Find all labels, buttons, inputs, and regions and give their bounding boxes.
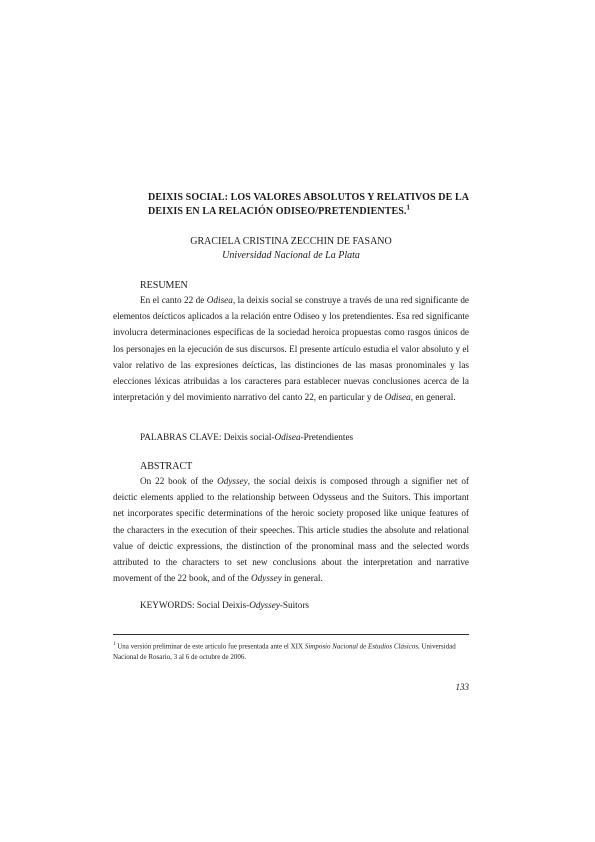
footnote-text-end: , Universidad Nacional de Rosario, 3 al 6 de octubre de 2006. <box>113 642 456 662</box>
resumen-title-emphasis-2: Odisea <box>384 392 411 403</box>
palabras-clave-pre: Deixis social- <box>223 432 275 442</box>
title-footnote-mark: 1 <box>406 203 411 212</box>
footnote-mark: 1 <box>113 642 116 647</box>
footnote-text-start: Una versión preliminar de este artículo fue presentada ante el XIX <box>115 642 305 651</box>
keywords-label: KEYWORDS: <box>140 600 197 610</box>
keywords-line <box>140 600 309 610</box>
abstract-text-start: On 22 book of the <box>140 476 218 486</box>
author-name: GRACIELA CRISTINA ZECCHIN DE FASANO <box>190 236 392 247</box>
keywords-emphasis: Odyssey <box>249 600 280 610</box>
palabras-clave-emphasis: Odisea <box>274 432 301 442</box>
resumen-text-start: En el canto 22 de <box>140 295 207 305</box>
abstract-text-body: , the social deixis is composed through a signifier net of deictic elements applied to the relationship between Odysseus and the Suitors. This important net incorporates specific determinations of the heroic society proposed like unique features of the characters in the execution of their speeches. This article studies the absolute and relational value of deictic expressions, the distinction of the pronominal mass and the selected words attributed to the characters to set new conclusions about the interpretation and narrative movement of the 22 book, and of the <box>113 476 469 584</box>
article-title-line-2 <box>148 205 478 219</box>
resumen-title-emphasis-1: Odisea <box>206 295 233 305</box>
palabras-clave-label: PALABRAS CLAVE: <box>140 432 224 442</box>
footnote-separator <box>113 634 469 635</box>
palabras-clave-line <box>140 432 353 442</box>
palabras-clave-post: -Pretendientes <box>300 432 354 442</box>
page-number: 133 <box>455 682 469 692</box>
author-institution: Universidad Nacional de La Plata <box>222 250 360 261</box>
abstract-text-end: in general. <box>281 573 323 584</box>
keywords-post: -Suitors <box>279 600 309 610</box>
resumen-paragraph <box>113 292 469 405</box>
abstract-title-emphasis-2: Odyssey <box>251 573 282 584</box>
article-title-line-2-text: DEIXIS EN LA RELACIÓN ODISEO/PRETENDIENTES. <box>148 206 407 217</box>
footnote-emphasis: Simposio Nacional de Estudios Clásicos <box>304 642 418 651</box>
abstract-paragraph <box>113 473 469 586</box>
keywords-pre: Social Deixis- <box>196 600 250 610</box>
resumen-heading: RESUMEN <box>140 280 188 291</box>
resumen-text-end: , en general. <box>410 392 456 403</box>
article-title-line-1: DEIXIS SOCIAL: LOS VALORES ABSOLUTOS Y RELATIVOS DE LA <box>148 192 470 203</box>
article-title <box>148 191 478 219</box>
abstract-heading: ABSTRACT <box>140 461 193 472</box>
resumen-text-body: , la deixis social se construye a través de una red significante de elementos deícticos aplicados a la relación entre Odiseo y los pretendientes. Esa red significante involucra determinaciones específicas de la sociedad heroica propuestas como rasgos únicos de los personajes en la ejecución de sus discursos. El presente artículo estudia el valor absoluto y el valor relativo de las expresiones deícticas, las distinciones de las masas pronominales y las elecciones léxicas atribuidas a los caracteres para establecer nuevas conclusiones acerca de la interpretación y del movimiento narrativo del canto 22, en particular y de <box>113 295 470 403</box>
footnote <box>113 639 469 663</box>
abstract-title-emphasis-1: Odyssey <box>217 476 248 486</box>
